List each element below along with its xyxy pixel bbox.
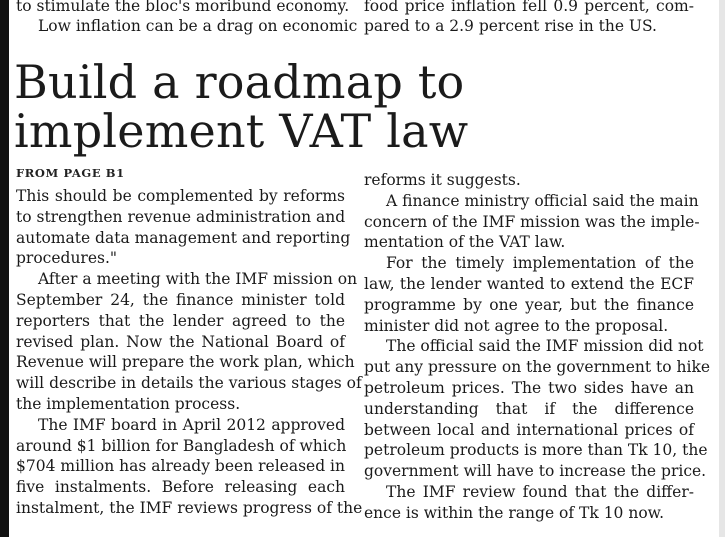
previous-article-left-column <box>16 0 358 36</box>
text-line: $704 million has already been released in <box>16 457 345 476</box>
text-line: pared to a 2.9 percent rise in the US. <box>364 17 657 35</box>
text-line: procedures." <box>16 249 118 268</box>
scan-left-edge <box>0 0 9 537</box>
text-line: Low inflation can be a drag on economic <box>38 17 358 35</box>
text-line: ence is within the range of Tk 10 now. <box>364 503 665 522</box>
text-line: The official said the IMF mission did not <box>386 337 704 356</box>
text-line: programme by one year, but the finance <box>364 295 694 314</box>
text-line: around $1 billion for Bangladesh of which <box>16 436 347 455</box>
text-line: will describe in details the various stages of <box>16 374 362 393</box>
headline-line-2: implement VAT law <box>14 104 469 158</box>
text-line: This should be complemented by reforms <box>16 187 345 205</box>
text-line: put any pressure on the government to hike <box>364 358 711 377</box>
article-right-column <box>364 170 711 524</box>
text-line: reporters that the lender agreed to the <box>16 311 345 330</box>
text-line: to strengthen revenue administration and <box>16 207 346 226</box>
text-line: For the timely implementation of the <box>386 254 694 273</box>
text-line: mentation of the VAT law. <box>364 233 566 252</box>
text-line: government will have to increase the price. <box>364 462 707 481</box>
text-line: the implementation process. <box>16 394 241 413</box>
text-line: The IMF board in April 2012 approved <box>38 415 345 434</box>
text-line: Revenue will prepare the work plan, which <box>16 353 355 372</box>
text-line: understanding that if the difference <box>364 399 694 418</box>
text-line: five instalments. Before releasing each <box>16 478 345 497</box>
text-line: food price inflation fell 0.9 percent, com- <box>364 0 694 15</box>
text-line: to stimulate the bloc's moribund economy. <box>16 0 350 15</box>
text-line: petroleum prices. The two sides have an <box>364 378 694 397</box>
text-line: reforms it suggests. <box>364 171 521 189</box>
headline-line-1: Build a roadmap to <box>14 55 465 109</box>
article-left-column <box>16 186 363 519</box>
continuation-kicker: FROM PAGE B1 <box>16 166 125 180</box>
text-line: concern of the IMF mission was the imple- <box>364 212 700 231</box>
headline <box>14 55 704 158</box>
previous-article-right-column <box>364 0 694 36</box>
text-line: between local and international prices of <box>364 420 694 439</box>
text-line: law, the lender wanted to extend the ECF <box>364 274 694 293</box>
text-line: automate data management and reporting <box>16 228 351 247</box>
text-line: The IMF review found that the differ- <box>386 482 694 501</box>
text-line: minister did not agree to the proposal. <box>364 316 669 335</box>
text-line: September 24, the finance minister told <box>16 290 345 309</box>
text-line: instalment, the IMF reviews progress of the <box>16 498 363 517</box>
text-line: A finance ministry official said the main <box>386 191 699 210</box>
text-line: petroleum products is more than Tk 10, the <box>364 441 708 460</box>
text-line: After a meeting with the IMF mission on <box>38 270 358 289</box>
text-line: revised plan. Now the National Board of <box>16 332 345 351</box>
scan-right-edge <box>719 0 725 537</box>
